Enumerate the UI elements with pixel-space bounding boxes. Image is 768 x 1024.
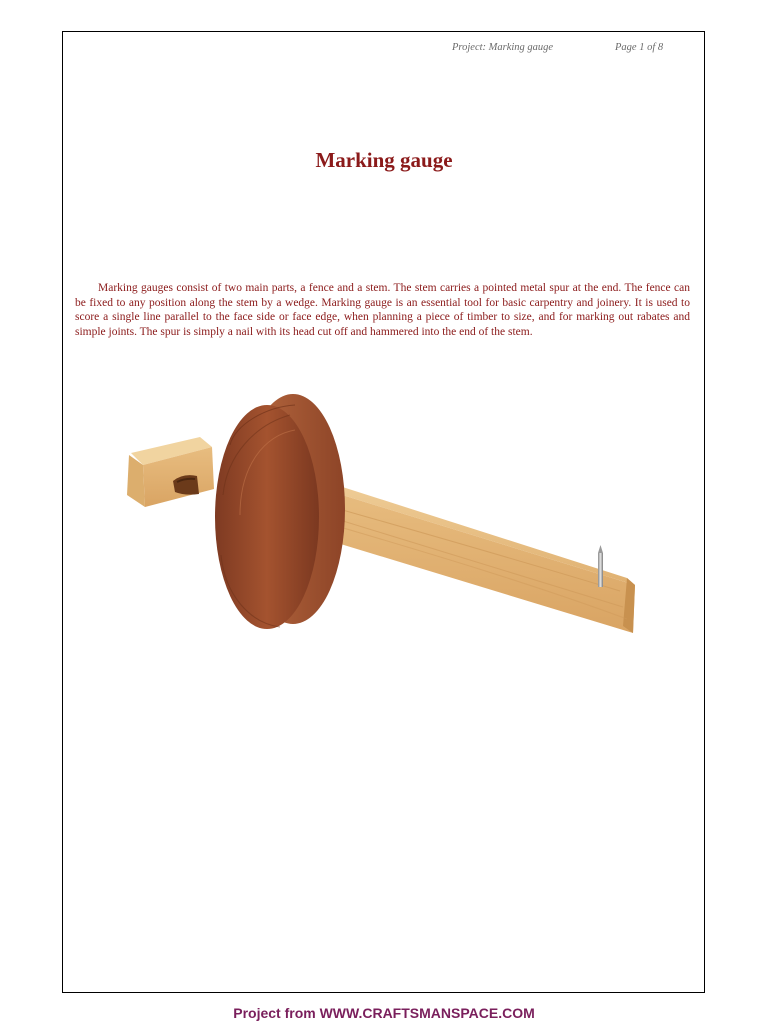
document-title: Marking gauge xyxy=(315,148,453,172)
footer-link[interactable]: Project from WWW.CRAFTSMANSPACE.COM xyxy=(233,1005,535,1021)
stem-left xyxy=(127,437,214,507)
intro-paragraph: Marking gauges consist of two main parts, a fence and a stem. The stem carries a pointed metal spur at the end. The fence can be fixed to any position along the stem by a wedge. Marking gauge is an essential tool for basic carpentry and joinery. It is used to score a single line parallel to the face side or face edge, when planning a piece of timber to size, and for marking out rabates and simple joints. The spur is simply a nail with its head cut off and hammered into the end of the stem. xyxy=(75,282,690,338)
header-project-label: Project: Marking gauge xyxy=(452,42,554,53)
spur-nail xyxy=(598,545,603,587)
running-header xyxy=(0,42,768,56)
header-page-number: Page 1 of 8 xyxy=(615,42,664,53)
fence xyxy=(215,394,345,629)
marking-gauge-illustration xyxy=(115,385,655,665)
